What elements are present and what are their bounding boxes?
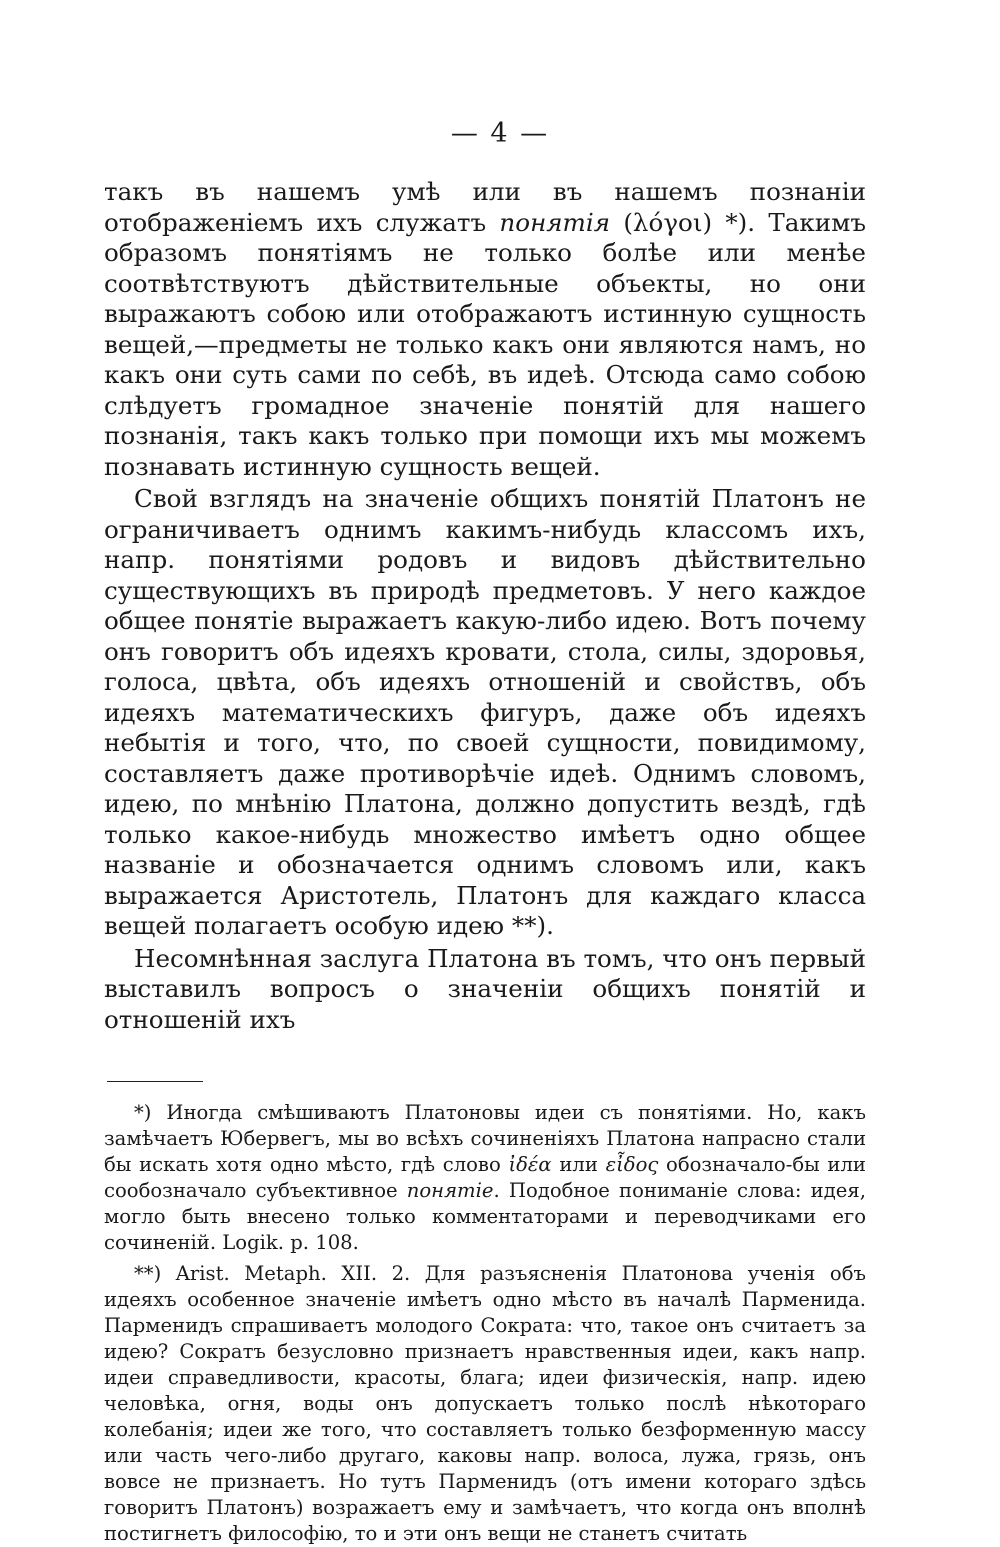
italic-term-eidos: εἶδος xyxy=(605,1153,659,1176)
paragraph-3: Несомнѣнная заслуга Платона въ томъ, что онъ первый выставилъ вопросъ о значенiи общихъ понятiй и отношенiй ихъ xyxy=(104,943,866,1034)
footnote-1-text-c: обозначало-бы или сообозначало субъективное xyxy=(104,1153,866,1202)
footnote-1-text-a: *) Иногда смѣшиваютъ Платоновы идеи съ понятiями. Но, какъ замѣчаетъ Юбервегъ, мы во всѣхъ сочиненiяхъ Платона напрасно стали бы искать хотя одно мѣсто, гдѣ слово xyxy=(104,1101,866,1176)
footnote-1-text-b: или xyxy=(551,1153,606,1176)
footnote-1 xyxy=(104,1100,866,1256)
footnote-2: **) Arist. Metaph. XII. 2. Для разъясненiя Платонова ученiя объ идеяхъ особенное значенiе имѣетъ одно мѣсто въ началѣ Парменида. Парменидъ спрашиваетъ молодого Сократа: что, такое онъ считаетъ за идею? Сократъ безусловно признаетъ нравственныя идеи, какъ напр. идеи справедливости, красоты, блага; идеи физическiя, напр. идею человѣка, огня, воды онъ допускаетъ только послѣ нѣкотораго колебанiя; идеи же того, что составляетъ только безформенную массу или часть чего-либо другаго, каковы напр. волоса, лужа, грязь, онъ вовсе не признаетъ. Но тутъ Парменидъ (отъ имени котораго здѣсь говоритъ Платонъ) возражаетъ ему и замѣчаетъ, что когда онъ вполнѣ постигнетъ философiю, то и эти онъ вещи не станетъ считать xyxy=(104,1262,866,1545)
paragraph-2: Свой взглядъ на значенiе общихъ понятiй Платонъ не ограничиваетъ однимъ какимъ-нибудь классомъ ихъ, напр. понятiями родовъ и видовъ дѣйствительно существующихъ въ природѣ предметовъ. У него каждое общее понятiе выражаетъ какую-либо идею. Вотъ почему онъ говоритъ объ идеяхъ кровати, стола, силы, здоровья, голоса, цвѣта, объ идеяхъ отношенiй и свойствъ, объ идеяхъ математическихъ фигуръ, даже объ идеяхъ небытiя и того, что, по своей сущности, повидимому, составляетъ даже противорѣчiе идеѣ. Однимъ словомъ, идею, по мнѣнiю Платона, должно допустить вездѣ, гдѣ только какое-нибудь множество имѣетъ одно общее названiе и обозначается однимъ словомъ или, какъ выражается Аристотель, Платонъ для каждаго класса вещей полагаетъ особую идею **). xyxy=(104,484,866,940)
footnote-separator xyxy=(107,1081,203,1082)
footnote-1-text-d: . Подобное пониманiе слова: идея, могло быть внесено только комментаторами и переводчиками его сочиненiй. Logik. p. 108. xyxy=(104,1179,866,1254)
paragraph-1 xyxy=(104,177,866,482)
italic-term-idea: ἰδέα xyxy=(508,1153,552,1176)
footnotes xyxy=(104,1100,866,1547)
italic-term-poniatia: понятiя xyxy=(499,207,611,237)
paragraph-1-text-b: (λόγοι) *). Такимъ образомъ понятiямъ не только болѣе или менѣе соотвѣтствуютъ дѣйствительные объекты, но они выражаютъ собою или отображаютъ истинную сущность вещей,—предметы не только какъ они являются намъ, но какъ они суть сами по себѣ, въ идеѣ. Отсюда само собою слѣдуетъ громадное значенiе понятiй для нашего познанiя, такъ какъ только при помощи ихъ мы можемъ познавать истинную сущность вещей. xyxy=(104,207,866,481)
main-text xyxy=(104,177,866,1035)
page-number: — 4 — xyxy=(450,118,550,149)
paragraph-1-text-a: такъ въ нашемъ умѣ или въ нашемъ познанiи отображенiемъ ихъ служатъ xyxy=(104,177,866,237)
italic-term-poniatie: понятiе xyxy=(406,1179,494,1202)
